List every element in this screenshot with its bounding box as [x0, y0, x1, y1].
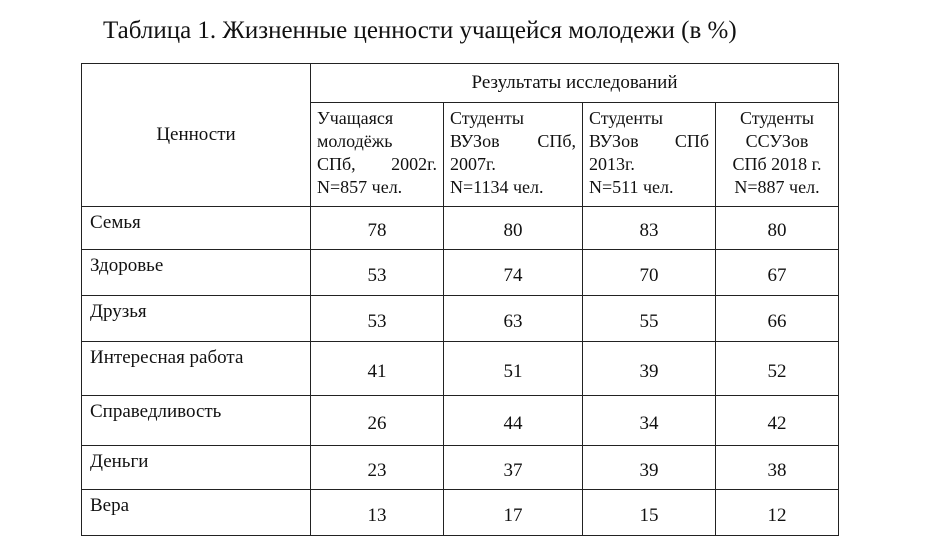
cell-value: 52 — [716, 342, 839, 396]
cell-value: 53 — [311, 296, 444, 342]
cell-value: 17 — [444, 490, 583, 536]
cell-value: 66 — [716, 296, 839, 342]
group-header-3 — [583, 103, 716, 207]
group-header-line: молодёжь — [317, 131, 393, 151]
group-header-line: СПб 2018 г. — [732, 154, 822, 174]
row-label: Друзья — [82, 296, 311, 342]
group-header-line: 2007г. — [450, 154, 496, 174]
cell-value: 78 — [311, 207, 444, 250]
cell-value: 38 — [716, 446, 839, 490]
cell-value: 53 — [311, 250, 444, 296]
cell-value: 70 — [583, 250, 716, 296]
cell-value: 67 — [716, 250, 839, 296]
cell-value: 39 — [583, 342, 716, 396]
row-label: Семья — [82, 207, 311, 250]
table-row-faith — [82, 490, 839, 536]
results-header: Результаты исследований — [311, 64, 839, 103]
cell-value: 55 — [583, 296, 716, 342]
cell-value: 34 — [583, 396, 716, 446]
group-header-2 — [444, 103, 583, 207]
cell-value: 12 — [716, 490, 839, 536]
group-header-line: N=511 чел. — [589, 177, 674, 197]
row-label: Справедливость — [82, 396, 311, 446]
cell-value: 51 — [444, 342, 583, 396]
cell-value: 83 — [583, 207, 716, 250]
header-row-top — [82, 64, 839, 103]
group-header-line: Студенты — [450, 108, 525, 128]
row-label: Интересная работа — [82, 342, 311, 396]
cell-value: 63 — [444, 296, 583, 342]
cell-value: 23 — [311, 446, 444, 490]
row-label: Здоровье — [82, 250, 311, 296]
table-row-justice — [82, 396, 839, 446]
table-row-friends — [82, 296, 839, 342]
group-header-line: ВУЗов СПб — [589, 131, 709, 151]
group-header-4 — [716, 103, 839, 207]
group-header-line: Студенты — [589, 108, 664, 128]
cell-value: 42 — [716, 396, 839, 446]
cell-value: 44 — [444, 396, 583, 446]
group-header-line: 2013г. — [589, 154, 635, 174]
table-row-family — [82, 207, 839, 250]
group-header-line: N=857 чел. — [317, 177, 403, 197]
table-row-health — [82, 250, 839, 296]
group-header-line: ВУЗов СПб, — [450, 131, 576, 151]
group-header-line: Учащаяся — [317, 108, 394, 128]
cell-value: 80 — [444, 207, 583, 250]
cell-value: 37 — [444, 446, 583, 490]
table-row-money — [82, 446, 839, 490]
group-header-line: Студенты — [739, 108, 814, 128]
group-header-line: СПб, 2002г. — [317, 154, 437, 174]
table-title: Таблица 1. Жизненные ценности учащейся молодежи (в %) — [103, 17, 737, 44]
row-label: Деньги — [82, 446, 311, 490]
row-label: Вера — [82, 490, 311, 536]
table-row-interesting-work — [82, 342, 839, 396]
cell-value: 15 — [583, 490, 716, 536]
values-column-header: Ценности — [82, 64, 311, 207]
cell-value: 26 — [311, 396, 444, 446]
group-header-line: ССУЗов — [745, 131, 809, 151]
group-header-line: N=887 чел. — [734, 177, 820, 197]
cell-value: 41 — [311, 342, 444, 396]
group-header-1 — [311, 103, 444, 207]
cell-value: 39 — [583, 446, 716, 490]
cell-value: 74 — [444, 250, 583, 296]
cell-value: 13 — [311, 490, 444, 536]
group-header-line: N=1134 чел. — [450, 177, 544, 197]
values-table — [81, 63, 839, 536]
cell-value: 80 — [716, 207, 839, 250]
